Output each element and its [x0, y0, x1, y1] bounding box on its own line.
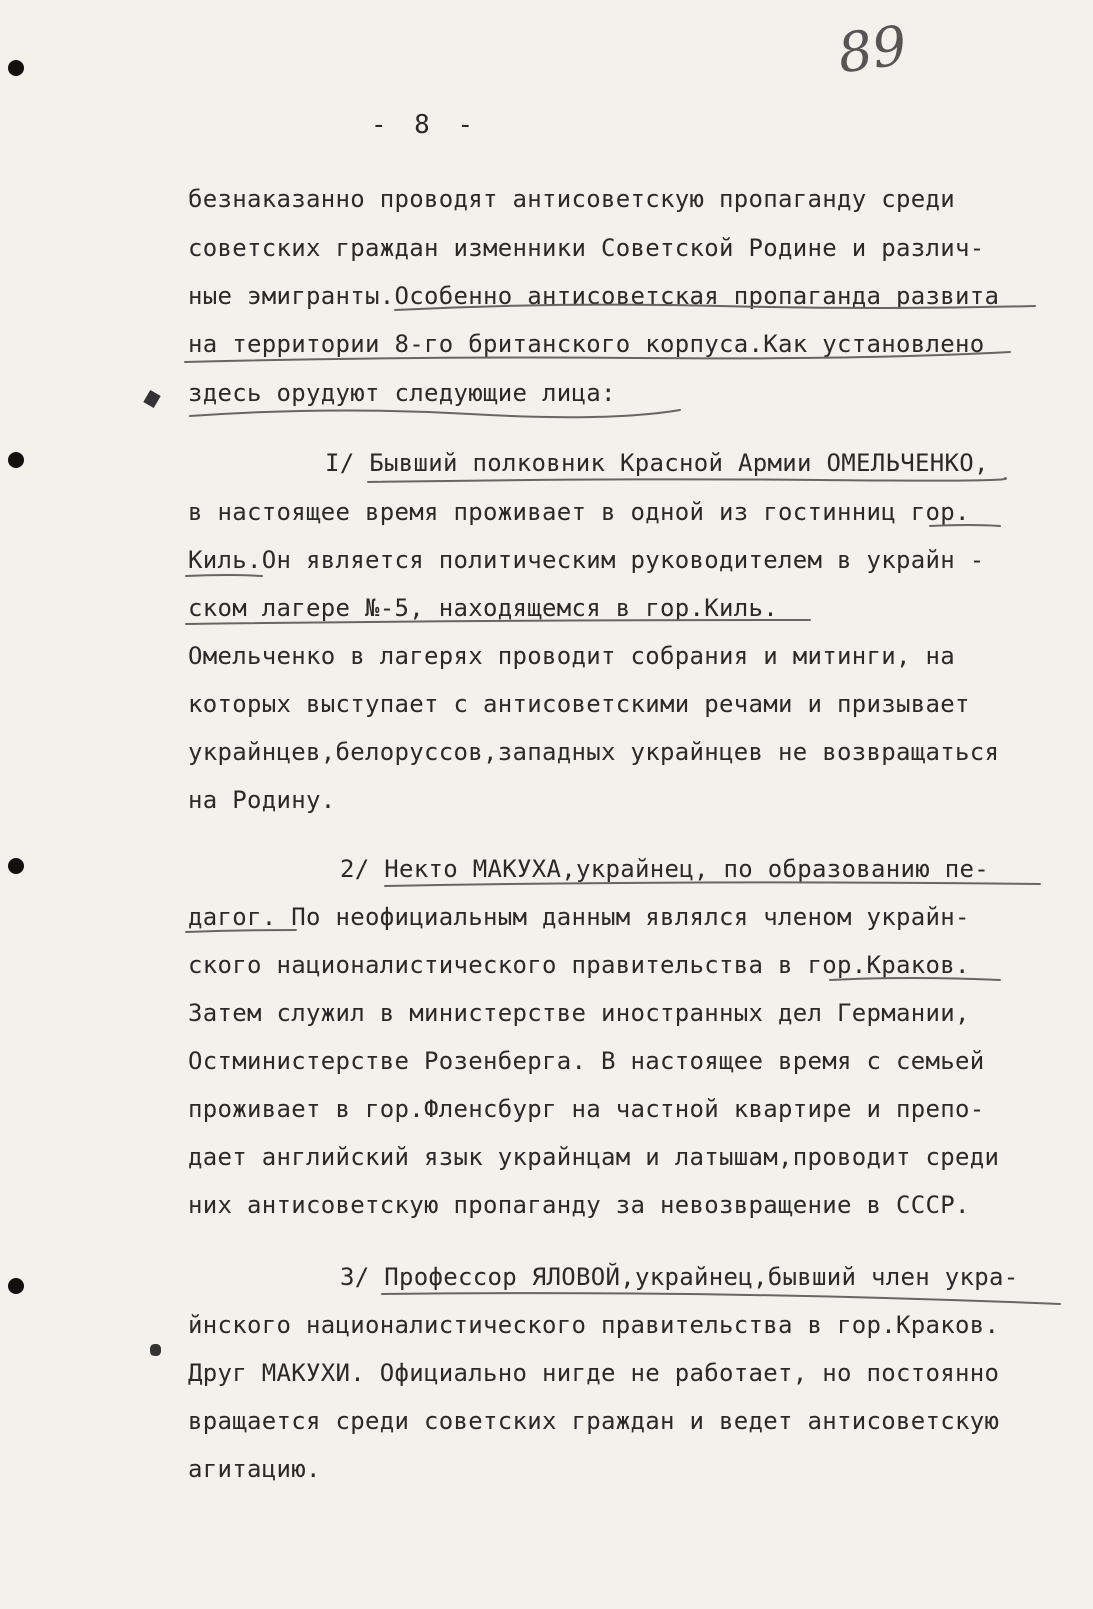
text-line: советских граждан изменники Советской Родине и различ- [188, 234, 985, 262]
text-line: Остминистерстве Розенберга. В настоящее время с семьей [188, 1047, 985, 1075]
text-line: Омельченко в лагерях проводит собрания и митинги, на [188, 642, 955, 670]
text-line: безнаказанно проводят антисоветскую пропаганду среди [188, 185, 955, 213]
underline-mark [368, 478, 1006, 482]
underline-mark [385, 882, 1040, 886]
underline-mark [186, 930, 296, 932]
text-line: здесь орудуют следующие лица: [188, 379, 616, 407]
underline-mark [830, 978, 1000, 980]
text-line: I/ Бывший полковник Красной Армии ОМЕЛЬЧЕНКО, [325, 449, 989, 477]
text-line: ского националистического правительства в гор.Краков. [188, 951, 970, 979]
underline-mark [190, 410, 680, 417]
text-line: проживает в гор.Фленсбург на частной квартире и препо- [188, 1095, 985, 1123]
text-line: ные эмигранты.Особенно антисоветская пропаганда развита [188, 282, 1000, 310]
text-line: ском лагере №-5, находящемся в гор.Киль. [188, 594, 778, 622]
text-line: которых выступает с антисоветскими речами и призывает [188, 690, 970, 718]
text-line: 3/ Профессор ЯЛОВОЙ,украйнец,бывший член укра- [340, 1263, 1019, 1291]
archive-sheet-number: 89 [833, 13, 911, 86]
text-line: дает английский язык украйнцам и латышам,проводит среди [188, 1143, 1000, 1171]
text-line: 2/ Некто МАКУХА,украйнец, по образованию пе- [340, 855, 989, 883]
text-line: Друг МАКУХИ. Официально нигде не работает, но постоянно [188, 1359, 1000, 1387]
text-line: йнского националистического правительства в гор.Краков. [188, 1311, 1000, 1339]
text-line: Киль.Он является политическим руководителем в украйн - [188, 546, 985, 574]
page-number: - 8 - [370, 110, 480, 140]
underline-mark [186, 575, 262, 576]
text-line: Затем служил в министерстве иностранных дел Германии, [188, 999, 970, 1027]
text-line: на территории 8-го британского корпуса.Как установлено [188, 330, 985, 358]
text-line: украйнцев,белоруссов,западных украйнцев не возвращаться [188, 738, 1000, 766]
underline-mark [382, 1293, 1060, 1304]
text-line: агитацию. [188, 1455, 321, 1483]
underline-mark [395, 305, 1035, 310]
text-line: дагог. По неофициальным данным являлся членом украйн- [188, 903, 970, 931]
underline-mark [185, 352, 1010, 362]
text-line: вращается среди советских граждан и ведет антисоветскую [188, 1407, 1000, 1435]
underline-mark [186, 620, 810, 624]
text-line: в настоящее время проживает в одной из гостинниц гор. [188, 498, 970, 526]
text-line: них антисоветскую пропаганду за невозвращение в СССР. [188, 1191, 970, 1219]
underline-mark [930, 525, 1000, 526]
text-line: на Родину. [188, 786, 336, 814]
